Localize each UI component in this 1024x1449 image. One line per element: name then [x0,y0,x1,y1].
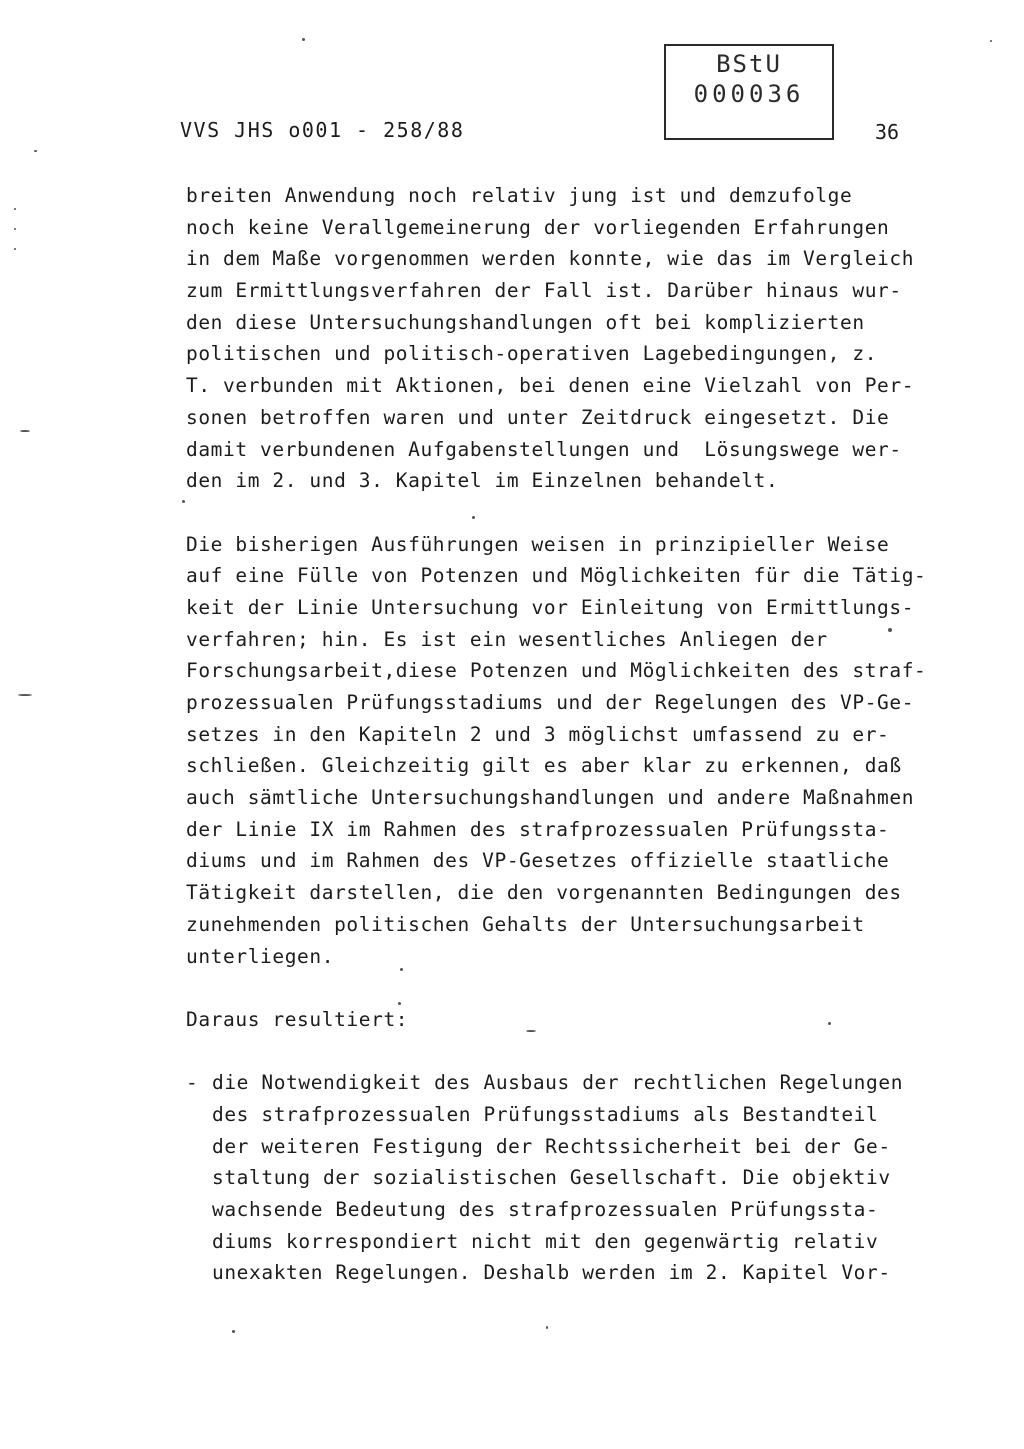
text-line: Die bisherigen Ausführungen weisen in prinzipieller Weise [186,532,890,556]
archive-stamp [664,44,834,140]
text-line: Daraus resultiert: [186,1007,409,1031]
text-line: in dem Maße vorgenommen werden konnte, wie das im Vergleich [186,247,915,271]
text-line: des strafprozessualen Prüfungsstadiums als Bestandteil [212,1102,879,1126]
scan-speck [400,968,403,971]
text-line: diums korrespondiert nicht mit den gegenwärtig relativ [212,1229,879,1253]
text-line [186,1067,946,1099]
text-line: schließen. Gleichzeitig gilt es aber klar zu erkennen, daß [186,754,902,778]
scan-speck [18,694,32,696]
scan-speck [546,1326,548,1329]
text-line: noch keine Verallgemeinerung der vorliegenden Erfahrungen [186,215,890,239]
text-line: wachsende Bedeutung des strafprozessualen Prüfungssta- [212,1198,879,1221]
scan-speck [20,430,30,432]
scan-speck [14,228,16,230]
paragraph-1 [186,180,946,497]
text-line: unexakten Regelungen. Deshalb werden im 2. Kapitel Vor- [212,1261,891,1285]
text-line: verfahren; hin. Es ist ein wesentliches Anliegen der [186,627,828,651]
text-line: staltung der sozialistischen Gesellschaft. Die objektiv [212,1166,891,1190]
scan-speck [34,150,37,152]
text-line: auch sämtliche Untersuchungshandlungen und andere Maßnahmen [186,786,915,810]
document-reference: VVS JHS o001 - 258/88 [180,118,465,142]
text-line-content: die Notwendigkeit des Ausbaus der rechtlichen Regelungen [212,1071,904,1095]
text-line: diums und im Rahmen des VP-Gesetzes offizielle staatliche [186,849,890,873]
text-line: zunehmenden politischen Gehalts der Untersuchungsarbeit [186,912,865,936]
text-line: sonen betroffen waren und unter Zeitdruck eingesetzt. Die [186,405,890,429]
text-line: der weiteren Festigung der Rechtssicherheit bei der Ge- [212,1134,891,1158]
body-text [186,180,946,1289]
text-line: den diese Untersuchungshandlungen oft bei komplizierten [186,310,865,334]
text-line: T. verbunden mit Aktionen, bei denen eine Vielzahl von Per- [186,374,915,398]
scan-speck [526,1030,536,1032]
scan-speck [14,248,16,250]
text-line: unterliegen. [186,944,335,968]
text-line: breiten Anwendung noch relativ jung ist und demzufolge [186,184,853,207]
scan-speck [828,1022,831,1025]
paragraph-gap [186,1036,946,1068]
text-line: prozessualen Prüfungsstadiums und der Regelungen des VP-Ge- [186,691,915,714]
page-number: 36 [875,120,900,144]
stamp-agency: BStU [716,50,782,78]
scan-speck [182,500,185,503]
stamp-number: 000036 [693,80,805,108]
scan-speck [990,40,992,42]
text-line: den im 2. und 3. Kapitel im Einzelnen behandelt. [186,469,779,493]
scan-speck [888,628,892,632]
text-line: auf eine Fülle von Potenzen und Möglichkeiten für die Tätig- [186,564,927,588]
text-line: zum Ermittlungsverfahren der Fall ist. Darüber hinaus wur- [186,279,902,303]
scan-speck [232,1330,235,1333]
text-line: keit der Linie Untersuchung vor Einleitung von Ermittlungs- [186,595,915,619]
paragraph-gap [186,972,946,1004]
paragraph-2 [186,529,946,973]
scan-speck [398,1002,401,1005]
scan-speck [472,516,475,519]
text-line: setzes in den Kapiteln 2 und 3 möglichst umfassend zu er- [186,722,890,746]
text-line: der Linie IX im Rahmen des strafprozessualen Prüfungssta- [186,817,890,841]
text-line: politischen und politisch-operativen Lagebedingungen, z. [186,342,878,366]
text-line: Forschungsarbeit,diese Potenzen und Möglichkeiten des straf- [186,659,927,683]
paragraph-gap [186,497,946,529]
scan-speck [14,208,16,210]
scan-speck [302,38,305,41]
text-line: damit verbundenen Aufgabenstellungen und Lösungswege wer- [186,437,902,461]
text-line: Tätigkeit darstellen, die den vorgenannten Bedingungen des [186,881,902,905]
paragraph-3 [186,1004,946,1036]
list-item [186,1067,946,1289]
list-bullet: - [186,1071,199,1095]
